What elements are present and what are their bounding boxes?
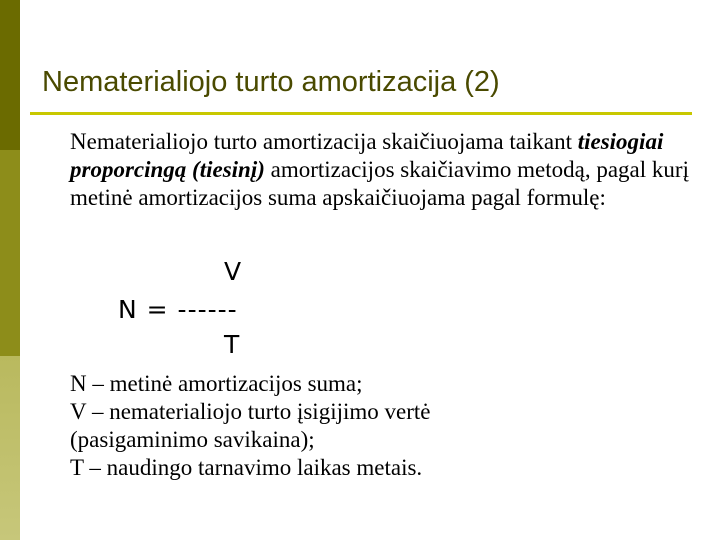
formula-denominator: T bbox=[224, 330, 240, 359]
legend-line-v: V – nematerialiojo turto įsigijimo vertė bbox=[70, 399, 431, 424]
method-emphasis: tiesiogiai proporcingą (tiesinį) bbox=[70, 129, 664, 182]
slide-title: Nematerialiojo turto amortizacija (2) bbox=[42, 66, 500, 98]
title-underline bbox=[30, 112, 692, 115]
intro-text-start: Nematerialiojo turto amortizacija skaičiuojama taikant bbox=[70, 129, 578, 154]
legend-line-v-note: (pasigaminimo savikaina); bbox=[70, 427, 315, 452]
formula-numerator: V bbox=[224, 257, 242, 286]
intro-text-end: amortizacijos skaičiavimo metodą, pagal kurį metinė amortizacijos suma apskaičiuojama pagal formulę: bbox=[70, 157, 689, 210]
legend-line-n: N – metinė amortizacijos suma; bbox=[70, 371, 363, 396]
legend-line-t: T – naudingo tarnavimo laikas metais. bbox=[70, 455, 423, 480]
side-accent-bar bbox=[0, 0, 20, 540]
formula-legend bbox=[70, 370, 690, 482]
formula-lhs: N = ------ bbox=[118, 295, 238, 324]
intro-paragraph bbox=[70, 128, 690, 212]
formula bbox=[118, 257, 338, 367]
